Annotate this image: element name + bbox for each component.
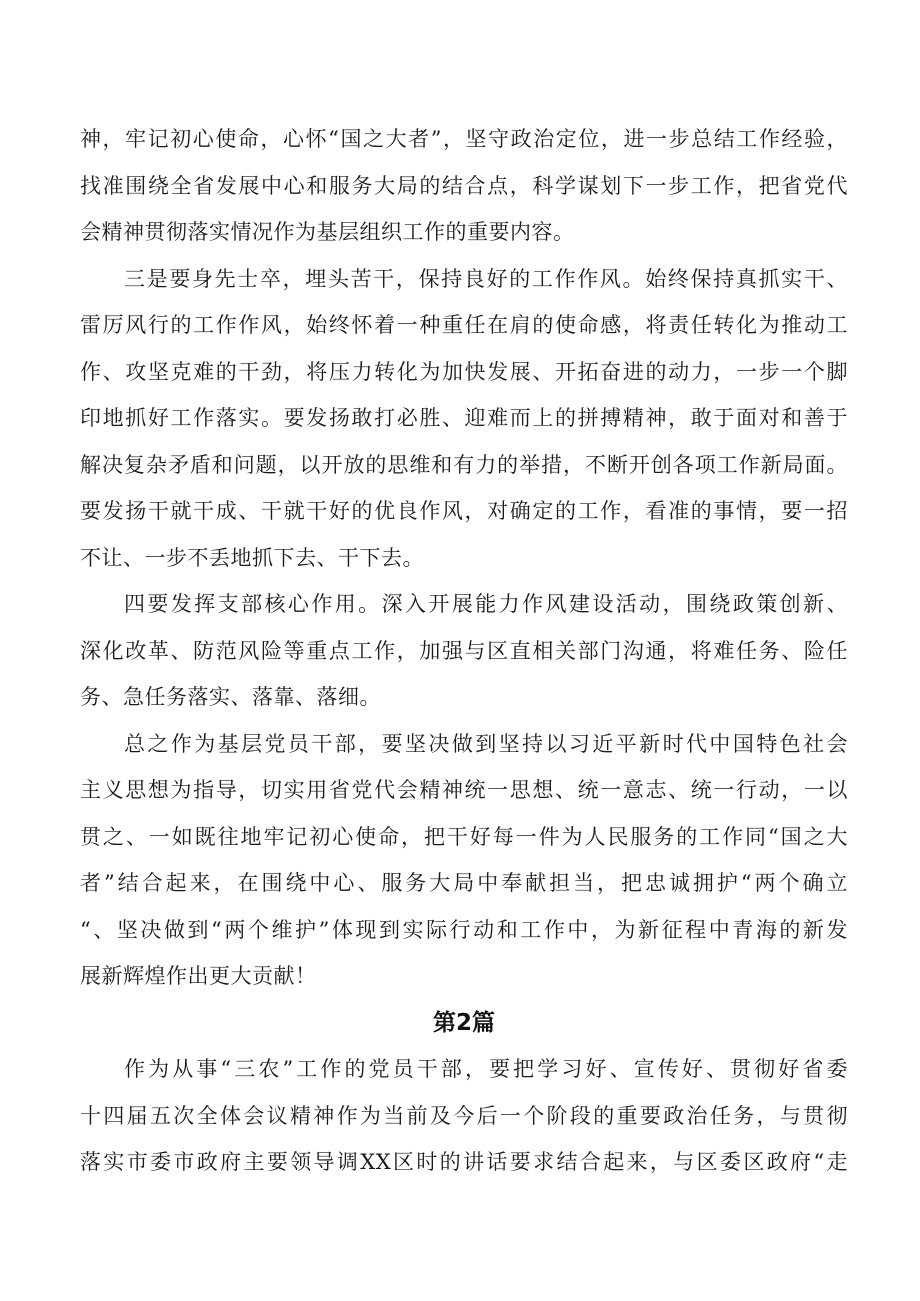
- text-line: 作为从事“三农”工作的党员干部，要把学习好、宣传好、贯彻好省委: [124, 1057, 848, 1081]
- text-line: 解决复杂矛盾和问题，以开放的思维和有力的举措，不断开创各项工作新局面。: [80, 452, 848, 477]
- text-line: 展新辉煌作出更大贡献！: [80, 964, 317, 988]
- text-line: 三是要身先士卒，埋头苦干，保持良好的工作作风。始终保持真抓实干、: [124, 266, 848, 291]
- text-line: 雷厉风行的工作作风，始终怀着一种重任在肩的使命感，将责任转化为推动工: [80, 313, 848, 337]
- text-line: 要发扬干就干成、干就干好的优良作风，对确定的工作，看准的事情，要一招: [80, 499, 848, 523]
- document-body: [80, 116, 848, 1186]
- paragraph: [80, 721, 848, 1000]
- text-line: 作、攻坚克难的干劲，将压力转化为加快发展、开拓奋进的动力，一步一个脚: [80, 359, 848, 384]
- text-line: 者”结合起来，在围绕中心、服务大局中奉献担当，把忠诚拥护“两个确立: [80, 871, 848, 895]
- text-line: “、坚决做到“两个维护”体现到实际行动和工作中，为新征程中青海的新发: [80, 917, 848, 942]
- paragraph: [80, 116, 848, 256]
- text-line: 落实市委市政府主要领导调XX区时的讲话要求结合起来，与区委区政府“走: [80, 1150, 848, 1174]
- section-heading: 第2篇: [432, 1009, 495, 1036]
- text-line: 四要发挥支部核心作用。深入开展能力作风建设活动，围绕政策创新、: [124, 592, 848, 616]
- text-line: 贯之、一如既往地牢记初心使命，把干好每一件为人民服务的工作同“国之大: [80, 824, 848, 849]
- text-line: 会精神贯彻落实情况作为基层组织工作的重要内容。: [80, 220, 575, 244]
- text-line: 神，牢记初心使命，心怀“国之大者”，坚守政治定位，进一步总结工作经验，: [80, 127, 848, 151]
- text-line: 总之作为基层党员干部，要坚决做到坚持以习近平新时代中国特色社会: [124, 731, 848, 756]
- paragraph: [80, 1046, 848, 1186]
- paragraph: [80, 256, 848, 582]
- text-line: 不让、一步不丢地抓下去、干下去。: [80, 545, 424, 570]
- text-line: 务、急任务落实、落靠、落细。: [80, 685, 381, 709]
- text-line: 主义思想为指导，切实用省党代会精神统一思想、统一意志、统一行动，一以: [80, 778, 848, 802]
- text-line: 深化改革、防范风险等重点工作，加强与区直相关部门沟通，将难任务、险任: [80, 638, 848, 663]
- text-line: 印地抓好工作落实。要发扬敢打必胜、迎难而上的拼搏精神，敢于面对和善于: [80, 406, 848, 430]
- text-line: 十四届五次全体会议精神作为当前及今后一个阶段的重要政治任务，与贯彻: [80, 1103, 848, 1128]
- paragraph: [80, 581, 848, 721]
- text-line: 找准围绕全省发展中心和服务大局的结合点，科学谋划下一步工作，把省党代: [80, 173, 848, 198]
